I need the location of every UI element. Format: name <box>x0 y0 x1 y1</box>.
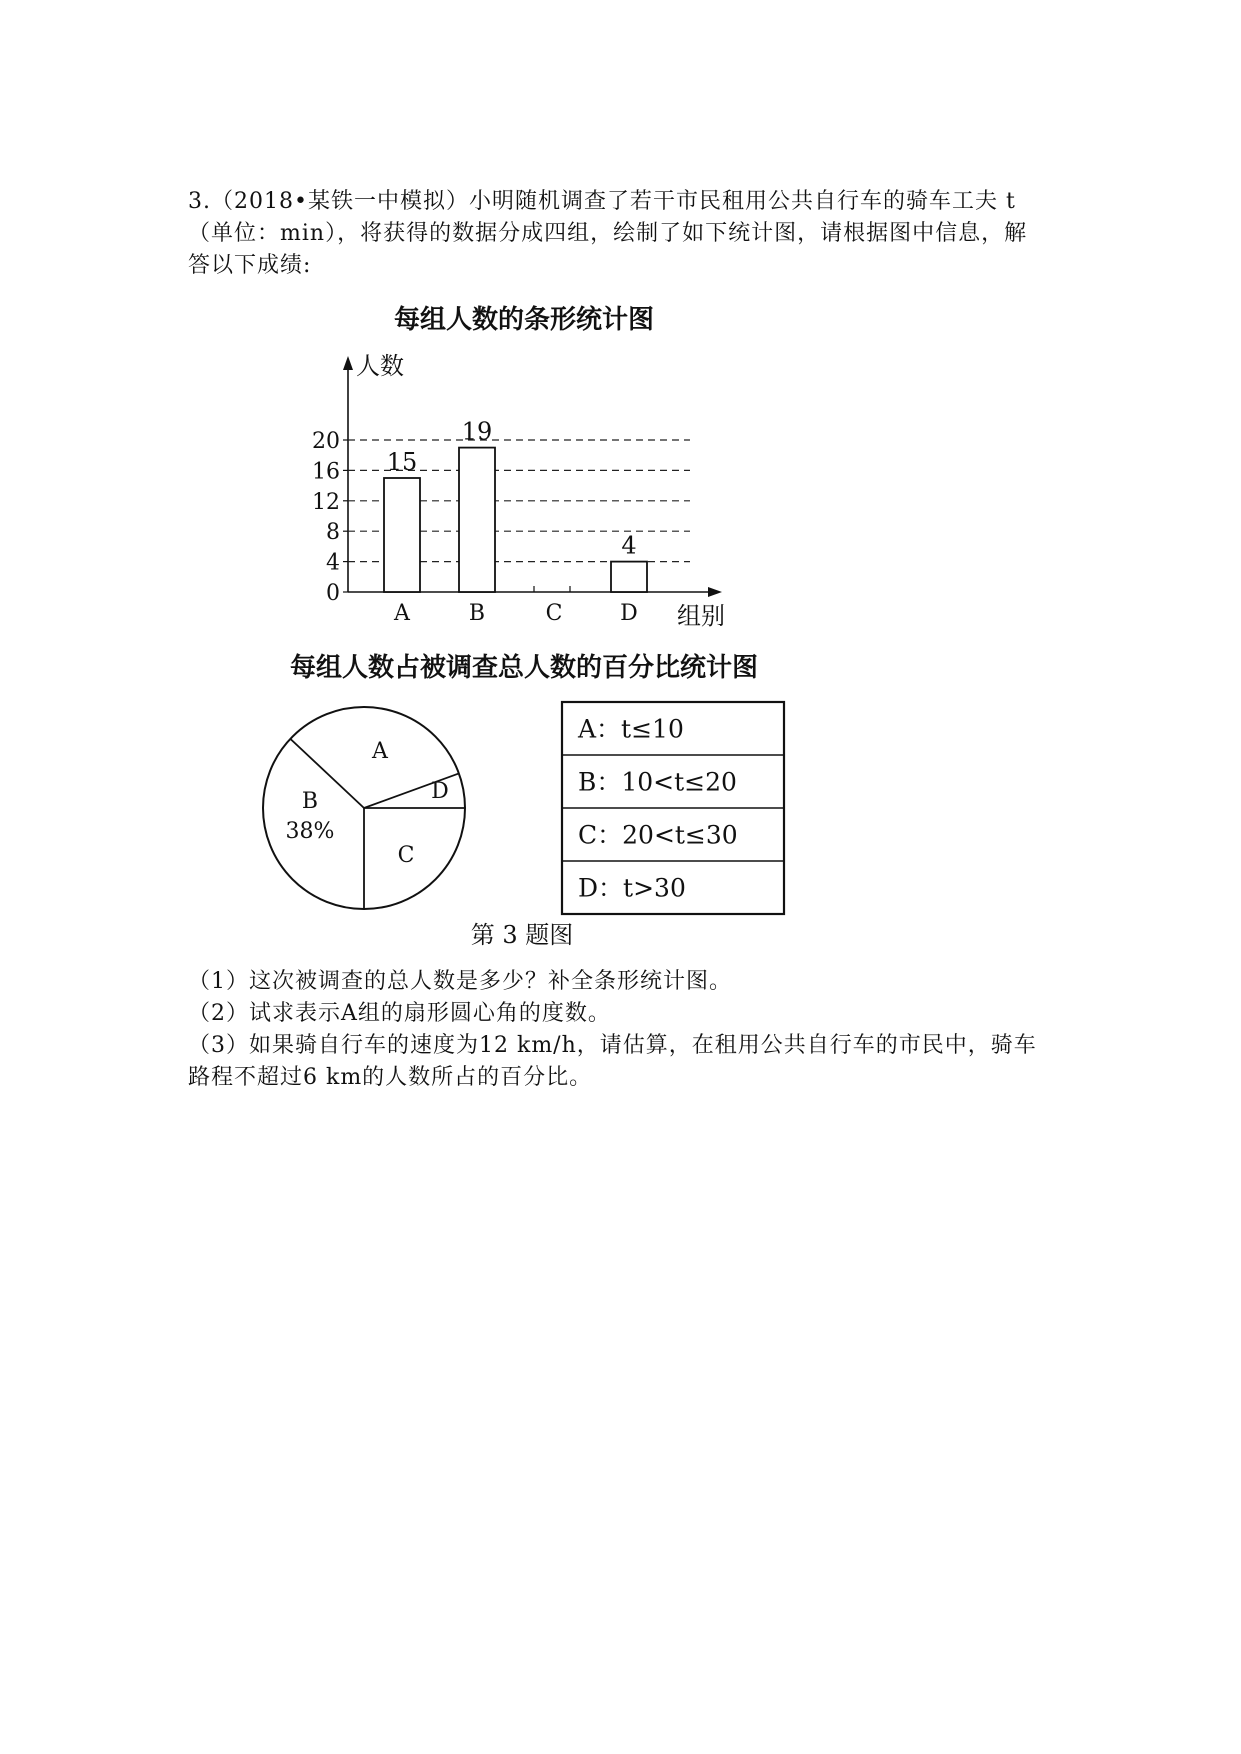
question-2: （2）试求表示A组的扇形圆心角的度数。 <box>188 1001 611 1026</box>
bar-chart-title: 每组人数的条形统计图 <box>393 305 655 335</box>
legend-row-a: A：t≤10 <box>578 714 684 744</box>
y-tick-label: 0 <box>326 581 340 606</box>
y-tick-label: 12 <box>312 489 340 515</box>
x-axis-arrow <box>708 587 722 597</box>
bar <box>459 448 495 592</box>
bar-data-label: 19 <box>461 417 493 446</box>
x-axis-label: 组别 <box>677 602 725 630</box>
bar-data-label: 15 <box>386 448 418 476</box>
y-tick-label: 4 <box>326 550 340 576</box>
y-tick-label: 16 <box>312 459 340 485</box>
y-tick-label: 8 <box>326 520 340 546</box>
question-3-line-1: （3）如果骑自行车的速度为12 km/h，请估算，在租用公共自行车的市民中，骑车 <box>188 1033 1037 1058</box>
intro-line-3: 答以下成绩: <box>188 253 312 278</box>
question-1: （1）这次被调查的总人数是多少？补全条形统计图。 <box>188 969 732 994</box>
legend-row-b: B：10<t≤20 <box>578 767 737 797</box>
legend-row-d: D：t>30 <box>578 873 686 903</box>
bar <box>611 562 647 592</box>
slice-label-d: D <box>431 779 449 804</box>
range-legend-table <box>562 702 784 914</box>
bar-chart <box>312 352 725 630</box>
slice-percent-label: 38% <box>285 819 335 844</box>
pie-chart <box>263 707 465 909</box>
figure-caption: 第 3 题图 <box>470 921 574 949</box>
intro-line-2: （单位：min），将获得的数据分成四组，绘制了如下统计图，请根据图中信息，解 <box>188 221 1028 246</box>
question-3-line-2: 路程不超过6 km的人数所占的百分比。 <box>188 1065 593 1090</box>
y-axis-label: 人数 <box>356 352 404 380</box>
intro-line-1: 3.（2018•某铁一中模拟）小明随机调查了若干市民租用公共自行车的骑车工夫 t <box>188 189 1016 214</box>
y-tick-label: 20 <box>312 429 340 454</box>
slice-label-c: C <box>397 843 415 868</box>
x-tick-label: C <box>545 601 563 626</box>
x-tick-label: B <box>468 601 486 626</box>
bar <box>384 478 420 592</box>
legend-row-c: C：20<t≤30 <box>578 820 738 850</box>
pie-chart-title: 每组人数占被调查总人数的百分比统计图 <box>289 653 759 683</box>
bar-data-label: 4 <box>621 531 637 560</box>
x-tick-label: D <box>620 601 638 626</box>
x-tick-label: A <box>394 601 410 626</box>
slice-label-a: A <box>372 739 388 764</box>
y-axis-arrow <box>343 356 353 370</box>
slice-label-b: B <box>301 789 319 814</box>
